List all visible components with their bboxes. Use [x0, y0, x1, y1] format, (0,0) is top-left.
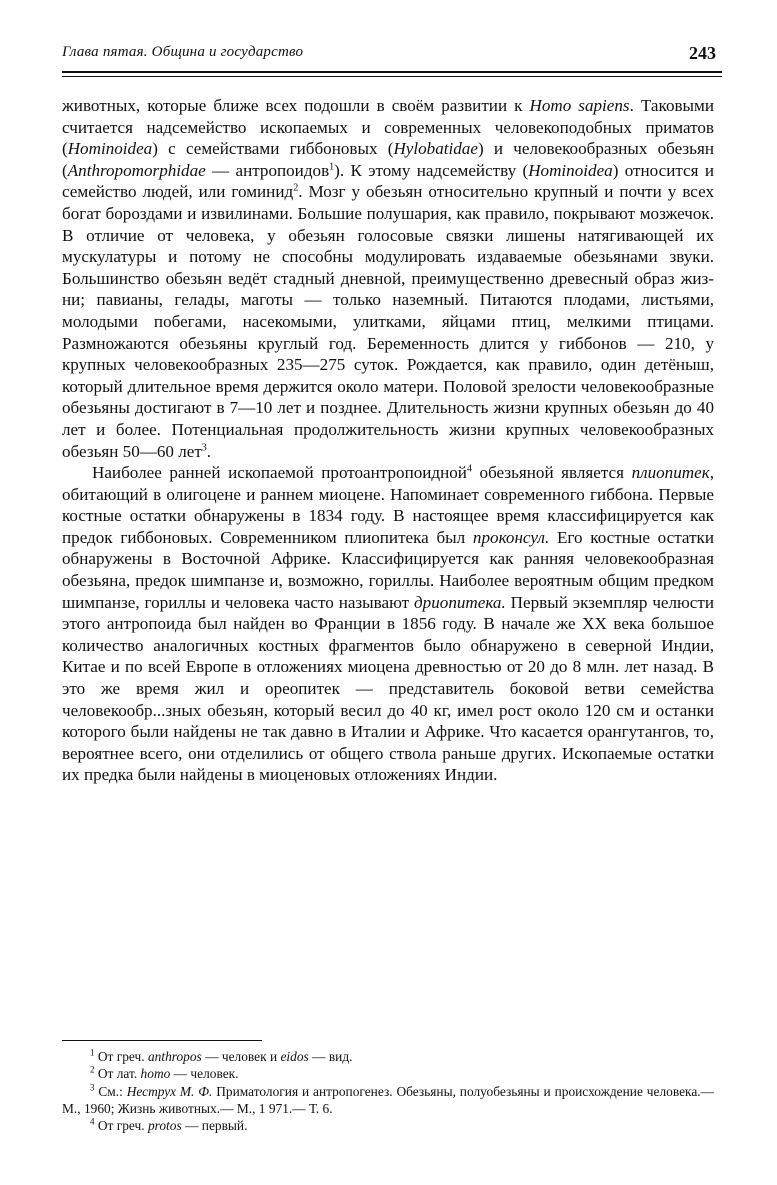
footnote-number: 4 — [90, 1116, 95, 1127]
paragraph-2 — [62, 462, 714, 786]
text-run: — вид. — [308, 1049, 353, 1064]
latin-term: Hominoidea — [67, 139, 153, 159]
text-run: . Таковыми считается надсемейство ископаемых и современных человекоподобных приматов ( — [62, 96, 715, 159]
text-run: — человек. — [170, 1066, 239, 1082]
latin-term: Anthropomorphidae — [67, 160, 206, 180]
text-run: Его костные остатки обнаружены в Восточной Африке. Классифицируется как ранняя человекообразная обезьяна, предок шимпанзе и, возможно, гориллы. Наиболее вероятным общим предком шимпанзе, гориллы и человека часто называют — [62, 527, 714, 612]
footnote-ref: 4 — [466, 463, 472, 475]
body-text — [62, 95, 714, 786]
text-run: От греч. — [94, 1049, 148, 1064]
latin-term: Hylobatidae — [393, 139, 478, 159]
footnote-ref: 2 — [293, 182, 299, 194]
page-header — [62, 40, 722, 76]
footnote-ref: 1 — [329, 161, 335, 173]
text-run: , обитающий в олигоцене и раннем миоцене. Напоминает современного гиббона. Первые костные остатки обнаружены в 1834 году. В настоящее время классифицируется как предок гиббоновых. Современником плиопитека был — [62, 463, 714, 547]
text-run: — антропоидов — [205, 160, 330, 180]
text-run: животных, которые ближе всех подошли в своём развитии к — [62, 96, 530, 115]
text-run: Первый экземпляр челюсти этого антропоида был найден во Франции в 1856 году. В начале же XX века большое количество аналогичных костных фрагментов было обнаружено в северной Индии, Китае и по всей Европе в отложениях миоцена древностью от 20 до 8 млн. лет назад. В это же время жил и ореопитек — представитель боковой ветви семейства человекообр...зных обезьян, который весил до 40 кг, имел рост около 120 см и останки которого были найдены не так давно в Италии и Африке. Что касается орангутангов, то, вероятнее всего, они отделились от общего ствола раньше других. Ископаемые остатки их предка были найдены в миоценовых отложениях Индии. — [62, 592, 715, 785]
footnote-separator — [62, 1040, 262, 1041]
species-term: проконсул. — [472, 527, 550, 547]
species-term: дриопитека. — [414, 592, 506, 612]
text-run: Наиболее ранней ископаемой протоантропоидной — [92, 463, 467, 483]
footnote-number: 2 — [90, 1064, 95, 1075]
term: eidos — [280, 1049, 309, 1064]
text-run: ). К этому надсемейству ( — [334, 160, 529, 180]
header-rule-thin — [62, 76, 722, 77]
term: protos — [147, 1118, 182, 1134]
header-rule-thick — [62, 71, 722, 73]
footnote-number: 1 — [90, 1047, 95, 1058]
footnote-1 — [62, 1048, 714, 1065]
text-run: ) с семействами гиббоновых ( — [152, 139, 394, 159]
footnotes — [62, 1048, 714, 1134]
running-title: Глава пятая. Община и государство — [62, 44, 304, 60]
text-run: ) и человекообразных обезьян ( — [62, 139, 714, 180]
text-run: См.: — [94, 1083, 127, 1099]
text-run: От лат. — [94, 1066, 141, 1082]
text-run: — человек и — [201, 1049, 281, 1064]
text-run: Приматология и антропогенез. Обезьяны, полуобезьяны и происхождение человека.— М., 1960; Жизнь животных.— М., 1 971.— Т. 6. — [62, 1083, 714, 1116]
term: anthropos — [147, 1049, 202, 1064]
latin-term: Homo sapiens — [529, 96, 630, 115]
paragraph-1 — [62, 95, 714, 462]
author-name: Неструх М. Ф. — [126, 1083, 213, 1099]
latin-term: Hominoidea — [528, 160, 613, 180]
text-run: обезьяной является — [471, 463, 632, 483]
species-term: плиопитек — [631, 463, 710, 483]
page-number: 243 — [689, 43, 716, 63]
footnote-3 — [62, 1083, 714, 1118]
term: homo — [140, 1066, 171, 1082]
text-run: . Мозг у обезьян относительно крупный и почти у всех богат бороздами и извилинами. Большие полушария, как правило, покрывают мозжечок. В отличие от человека, у обезьян голосовые связки лишены натягивающей их мускулатуры и потому не способны модулировать издаваемые обезьянами звуки. Большинство обезьян ведёт стадный дневной, преимущественно древесный образ жизни; павианы, гелады, маготы — только наземный. Питаются плодами, листьями, молодыми побегами, насекомыми, улитками, яйцами птиц, мелкими птицами. Размножаются обезьяны круглый год. Беременность длится у гиббонов — 210, у крупных человекообразных 235—275 суток. Рождается, как правило, один детёныш, который длительное время держится около матери. Половой зрелости человекообразные обезьяны достигают в 7—10 лет и позднее. Длительность жизни крупных обезьян до 40 лет и более. Потенциальная продолжительность жизни крупных человекообразных обезьян 50—60 лет — [62, 182, 714, 461]
text-run: — первый. — [181, 1118, 248, 1134]
footnote-4 — [62, 1117, 714, 1134]
text-run: . — [206, 441, 212, 461]
footnote-2 — [62, 1065, 714, 1082]
footnote-ref: 3 — [201, 441, 207, 453]
text-run: От греч. — [94, 1118, 148, 1134]
text-run: ) относится и семейство людей, или гоминид — [62, 160, 714, 202]
footnote-number: 3 — [90, 1082, 95, 1093]
